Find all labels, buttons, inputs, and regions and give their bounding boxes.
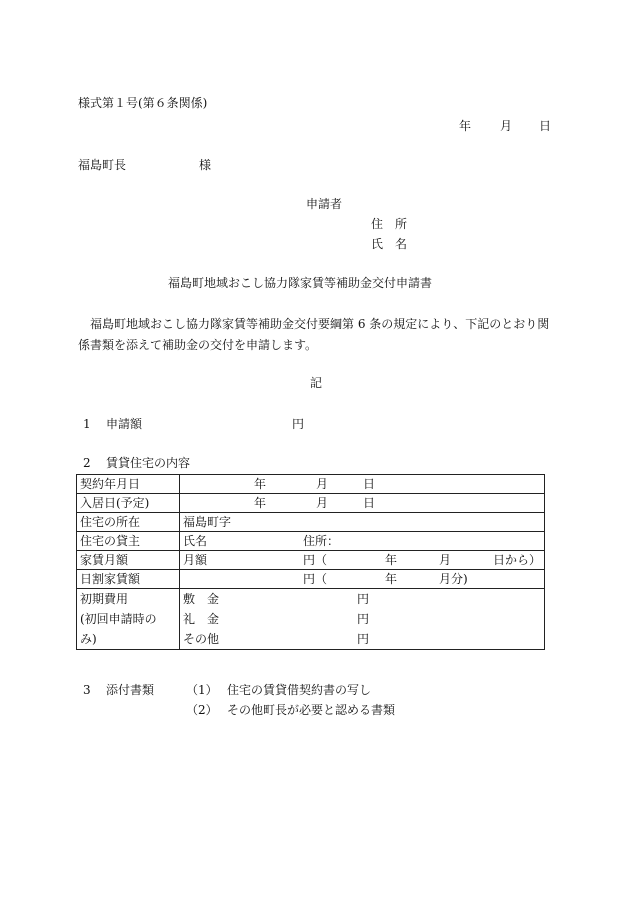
date-month: 月 bbox=[500, 119, 513, 133]
section1-number: 1 bbox=[83, 417, 91, 431]
row-label: 日割家賃額 bbox=[77, 570, 180, 589]
applicant-address-label: 住 所 bbox=[371, 217, 408, 231]
table-row bbox=[77, 589, 545, 650]
month-label: 月 bbox=[316, 477, 329, 491]
month-part-label: 月分) bbox=[439, 572, 468, 586]
monthly-rent-cell bbox=[180, 551, 545, 570]
day-label: 日 bbox=[363, 477, 376, 491]
attachment-1-number: （1） bbox=[186, 683, 218, 697]
yen-open-label: 円（ bbox=[303, 553, 328, 567]
deposit-unit: 円 bbox=[357, 592, 370, 606]
key-money-unit: 円 bbox=[357, 612, 370, 626]
addressee-name: 福島町長 bbox=[78, 158, 127, 172]
year-label: 年 bbox=[254, 496, 267, 510]
landlord-address-label: 住所： bbox=[303, 534, 340, 548]
section2-label: 賃貸住宅の内容 bbox=[106, 456, 191, 470]
month-label: 月 bbox=[439, 553, 452, 567]
year-label: 年 bbox=[385, 572, 398, 586]
section1-unit: 円 bbox=[292, 417, 305, 431]
move-in-date-cell bbox=[180, 494, 545, 513]
date-day: 日 bbox=[539, 119, 552, 133]
table-row bbox=[77, 494, 545, 513]
other-label: その他 bbox=[183, 632, 220, 646]
key-money-label: 礼 金 bbox=[183, 612, 220, 626]
location-prefix: 福島町字 bbox=[183, 515, 232, 529]
form-id: 様式第１号(第６条関係) bbox=[78, 96, 208, 110]
attachment-1-text: 住宅の賃貸借契約書の写し bbox=[227, 683, 372, 697]
month-label: 月 bbox=[316, 496, 329, 510]
landlord-name-label: 氏名 bbox=[183, 534, 208, 548]
attachment-2-text: その他町長が必要と認める書類 bbox=[227, 703, 396, 717]
from-day-label: 日から） bbox=[493, 553, 542, 567]
table-row bbox=[77, 475, 545, 494]
yen-open-label: 円（ bbox=[303, 572, 328, 586]
addressee-honorific: 様 bbox=[199, 158, 212, 172]
document-title: 福島町地域おこし協力隊家賃等補助金交付申請書 bbox=[168, 276, 433, 290]
initial-costs-label-cell bbox=[77, 589, 180, 650]
row-label: 契約年月日 bbox=[77, 475, 180, 494]
row-label: 住宅の貸主 bbox=[77, 532, 180, 551]
row-label: 住宅の所在 bbox=[77, 513, 180, 532]
row-label: 入居日(予定) bbox=[77, 494, 180, 513]
applicant-name-label: 氏 名 bbox=[371, 237, 408, 251]
row-label: 家賃月額 bbox=[77, 551, 180, 570]
attachment-2-number: （2） bbox=[186, 703, 218, 717]
row-label-line: 初期費用 bbox=[80, 592, 129, 606]
property-location-cell bbox=[180, 513, 545, 532]
body-text: 福島町地域おこし協力隊家賃等補助金交付要綱第 6 条の規定により、下記のとおり関係書類を添えて補助金の交付を申請します。 bbox=[78, 317, 550, 352]
section3-label: 添付書類 bbox=[106, 683, 155, 697]
section3-number: 3 bbox=[83, 683, 91, 697]
table-row bbox=[77, 532, 545, 551]
rental-details-table bbox=[76, 474, 545, 650]
ki-heading: 記 bbox=[310, 376, 323, 390]
contract-date-cell bbox=[180, 475, 545, 494]
applicant-label: 申請者 bbox=[306, 197, 343, 211]
prorated-rent-cell bbox=[180, 570, 545, 589]
other-unit: 円 bbox=[357, 632, 370, 646]
initial-costs-cell bbox=[180, 589, 545, 650]
section2-number: 2 bbox=[83, 456, 91, 470]
row-label-line: み) bbox=[80, 632, 97, 646]
body-paragraph bbox=[78, 314, 552, 356]
table-row bbox=[77, 551, 545, 570]
landlord-cell bbox=[180, 532, 545, 551]
table-row bbox=[77, 513, 545, 532]
deposit-label: 敷 金 bbox=[183, 592, 220, 606]
day-label: 日 bbox=[363, 496, 376, 510]
monthly-label: 月額 bbox=[183, 553, 208, 567]
table-row bbox=[77, 570, 545, 589]
date-year: 年 bbox=[459, 119, 472, 133]
section1-label: 申請額 bbox=[106, 417, 143, 431]
row-label-line: (初回申請時の bbox=[80, 612, 157, 626]
year-label: 年 bbox=[254, 477, 267, 491]
year-label: 年 bbox=[385, 553, 398, 567]
